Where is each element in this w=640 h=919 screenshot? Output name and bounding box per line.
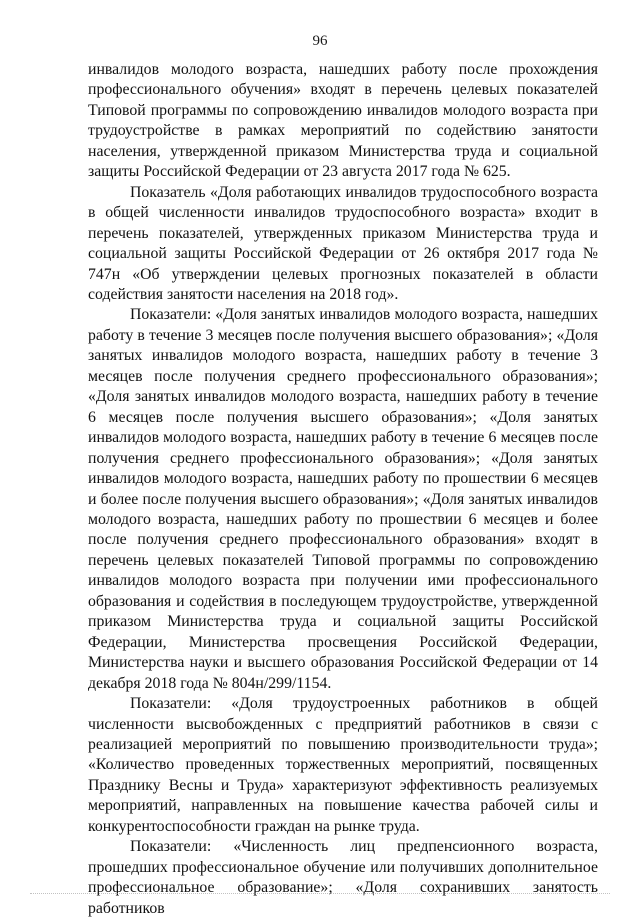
paragraph-3: Показатели: «Доля занятых инвалидов молодого возраста, нашедших работу в течение 3 месяцев после получения высшего образования»; «Доля занятых инвалидов молодого возраста, нашедших работу в течение 3 месяцев после получения среднего профессионального образования»; «Доля занятых инвалидов молодого возраста, нашедших работу в течение 6 месяцев после получения высшего образования»; «Доля занятых инвалидов молодого возраста, нашедших работу в течение 6 месяцев после получения среднего профессионального образования»; «Доля занятых инвалидов молодого возраста, нашедших работу по прошествии 6 месяцев и более после получения высшего образования»; «Доля занятых инвалидов молодого возраста, нашедших работу по прошествии 6 месяцев и более после получения среднего профессионального образования» входят в перечень целевых показателей Типовой программы по сопровождению инвалидов молодого возраста при получении ими профессионального образования и содействия в последующем трудоустройстве, утвержденной приказом Министерства труда и социальной защиты Российской Федерации, Министерства просвещения Российской Федерации, Министерства науки и высшего образования Российской Федерации от 14 декабря 2018 года № 804н/299/1154. xyxy=(88,306,598,692)
paragraph-2: Показатель «Доля работающих инвалидов трудоспособного возраста в общей численности инвалидов трудоспособного возраста» входит в перечень показателей, утвержденных приказом Министерства труда и социальной защиты Российской Федерации от 26 октября 2017 года № 747н «Об утверждении целевых прогнозных показателей в области содействия занятости населения на 2018 год». xyxy=(88,183,598,303)
scan-edge-artifact xyxy=(30,893,610,897)
paragraph-4: Показатели: «Доля трудоустроенных работников в общей численности высвобожденных с предприятий работников в связи с реализацией мероприятий по повышению производительности труда»; «Количество проведенных торжественных мероприятий, посвященных Празднику Весны и Труда» характеризуют эффективность реализуемых мероприятий, направленных на повышение качества рабочей силы и конкурентоспособности граждан на рынке труда. xyxy=(88,695,598,835)
document-body xyxy=(88,60,598,919)
page-number: 96 xyxy=(312,33,328,49)
paragraph-1: инвалидов молодого возраста, нашедших работу после прохождения профессионального обучения» входят в перечень целевых показателей Типовой программы по сопровождению инвалидов молодого возраста при трудоустройстве в рамках мероприятий по содействию занятости населения, утвержденной приказом Министерства труда и социальной защиты Российской Федерации от 23 августа 2017 года № 625. xyxy=(88,61,598,181)
paragraph-5: Показатели: «Численность лиц предпенсионного возраста, прошедших профессиональное обучение или получивших дополнительное профессиональное образование»; «Доля сохранивших занятость работников xyxy=(88,838,598,917)
